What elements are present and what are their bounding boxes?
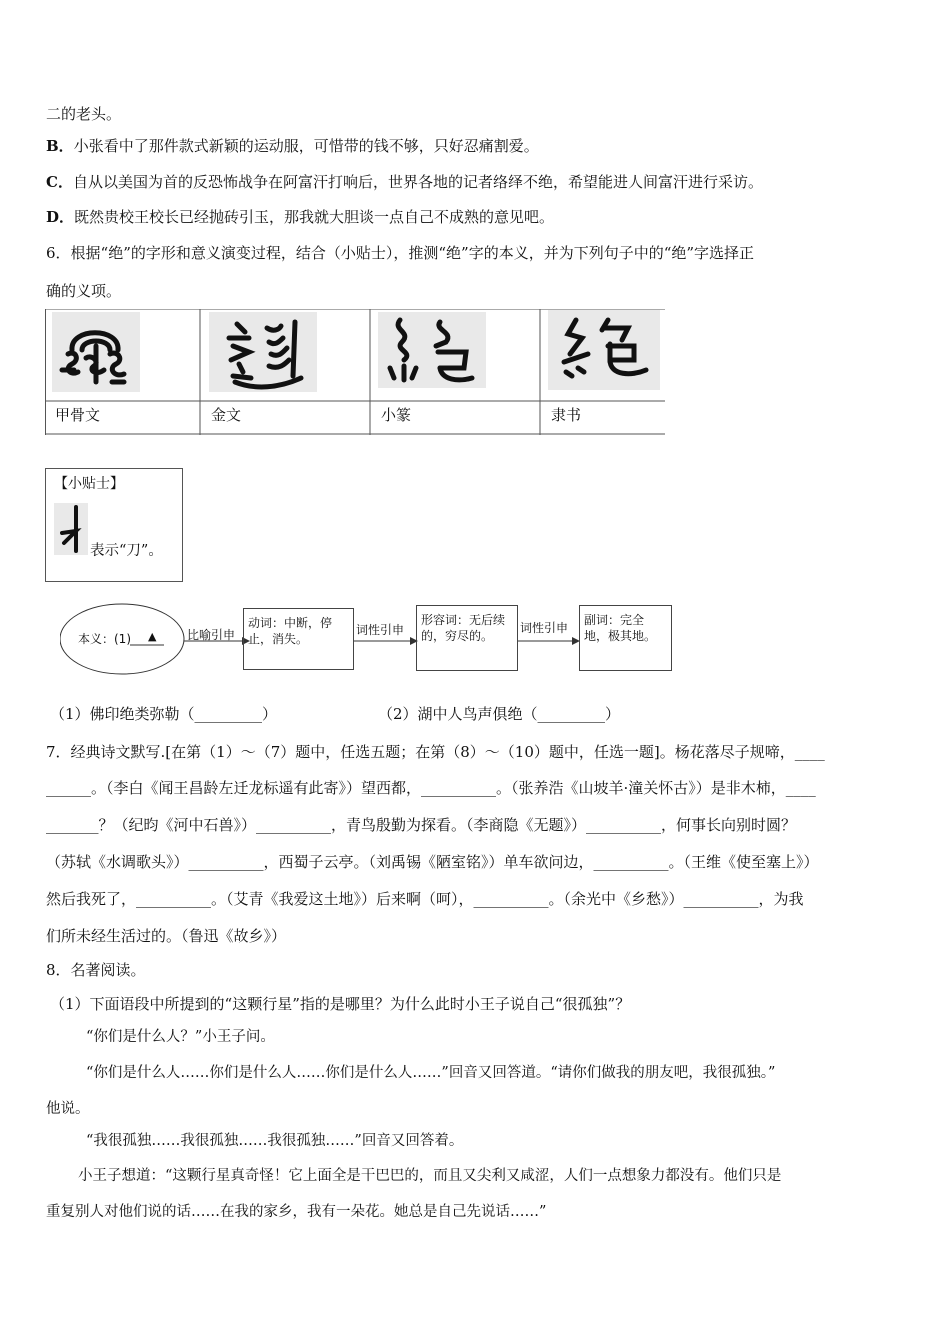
adverb-meaning-box: 副词：完全地，极其地。 [579,605,672,671]
origin-blank-marker: ▲ [148,630,157,643]
caption-jiaguwen: 甲骨文 [55,406,101,424]
passage-line4: “我很孤独……我很孤独……我很孤独……”回音又回答着。 [86,1133,464,1149]
arrow2-label: 词性引申 [356,623,405,637]
verb-meaning-box: 动词：中断，停止，消失。 [243,608,354,670]
option-d-text: 既然贵校王校长已经抛砖引玉，那我就大胆谈一点自己不成熟的意见吧。 [74,208,555,226]
caption-xiaozhuan: 小篆 [381,406,412,424]
arrow3-label: 词性引申 [520,621,569,635]
tip-text: 表示“刀”。 [90,543,163,559]
meaning-flowchart [60,600,680,690]
passage-line6: 重复别人对他们说的话……在我的家乡，我有一朵花。她总是自己先说话……” [46,1204,547,1220]
q6-item-2: （2）湖中人鸟声俱绝（_________） [378,705,621,723]
caption-lishu: 隶书 [551,406,582,424]
option-a-tail: 二的老头。 [46,105,122,123]
passage-line1: “你们是什么人？”小王子问。 [86,1029,275,1045]
option-b-text: 小张看中了那件款式新颖的运动服，可惜带的钱不够，只好忍痛割爱。 [73,137,539,155]
tip-box [45,468,183,582]
passage-line2: “你们是什么人……你们是什么人……你们是什么人……”回音又回答道。“请你们做我的朋友吧，我很孤独。” [86,1065,776,1081]
question-6-line1: 6．根据“绝”的字形和意义演变过程，结合（小贴士），推测“绝”字的本义，并为下列句子中的“绝”字选择正 [46,244,755,262]
xiaozhuan-glyph [378,312,486,388]
jinwen-glyph [209,312,317,392]
option-c-label: C． [46,173,73,191]
arrow1-label: 比喻引申 [187,628,236,642]
option-b-label: B． [46,137,74,155]
q8-question-1: （1）下面语段中所提到的“这颗行星”指的是哪里？为什么此时小王子说自己“很孤独”？ [50,995,631,1013]
adjective-meaning-box: 形容词：无后续的，穷尽的。 [416,605,518,671]
question-6-line2: 确的义项。 [46,282,122,300]
q6-item-1: （1）佛印绝类弥勒（_________） [50,705,278,723]
option-c [46,172,763,192]
origin-label: 本义：(1) [78,632,131,646]
q8-title: 8．名著阅读。 [46,961,146,979]
q7-line3: _______？（纪昀《河中石兽》）__________，青鸟殷勤为探看。（李商隐《无题》）__________，何事长向别时圆？ [46,816,797,834]
script-table [45,309,665,435]
passage-line5: 小王子想道：“这颗行星真奇怪！它上面全是干巴巴的，而且又尖利又咸涩，人们一点想象力都没有。他们只是 [78,1168,782,1184]
option-d [46,207,554,227]
q7-line5: 然后我死了，__________。（艾青《我爱这土地》）后来啊（呵），__________。（余光中《乡愁》）__________，为我 [46,890,804,908]
passage-line3: 他说。 [46,1101,90,1117]
option-b [46,136,539,156]
q7-line4: （苏轼《水调歌头》）__________，西蜀子云亭。（刘禹锡《陋室铭》）单车欲问边，__________。（王维《使至塞上》） [46,853,819,871]
q7-line2: ______。（李白《闻王昌龄左迁龙标遥有此寄》）望西都，__________。（张养浩《山坡羊·潼关怀古》）是非木柿，____ [46,779,816,797]
jiaguwen-glyph [52,312,140,392]
q7-line6: 们所未经生活过的。（鲁迅《故乡》） [46,927,287,945]
tip-title: 【小贴士】 [54,476,124,492]
option-c-text: 自从以美国为首的反恐怖战争在阿富汗打响后，世界各地的记者络绎不绝，希望能进人间富汗进行采访。 [72,173,763,191]
lishu-glyph [548,310,660,390]
knife-glyph [54,503,88,555]
caption-jinwen: 金文 [211,406,242,424]
option-d-label: D． [46,208,75,226]
q7-line1: 7．经典诗文默写.[在第（1）～（7）题中，任选五题；在第（8）～（10）题中，任选一题]。杨花落尽子规啼，____ [46,743,825,761]
